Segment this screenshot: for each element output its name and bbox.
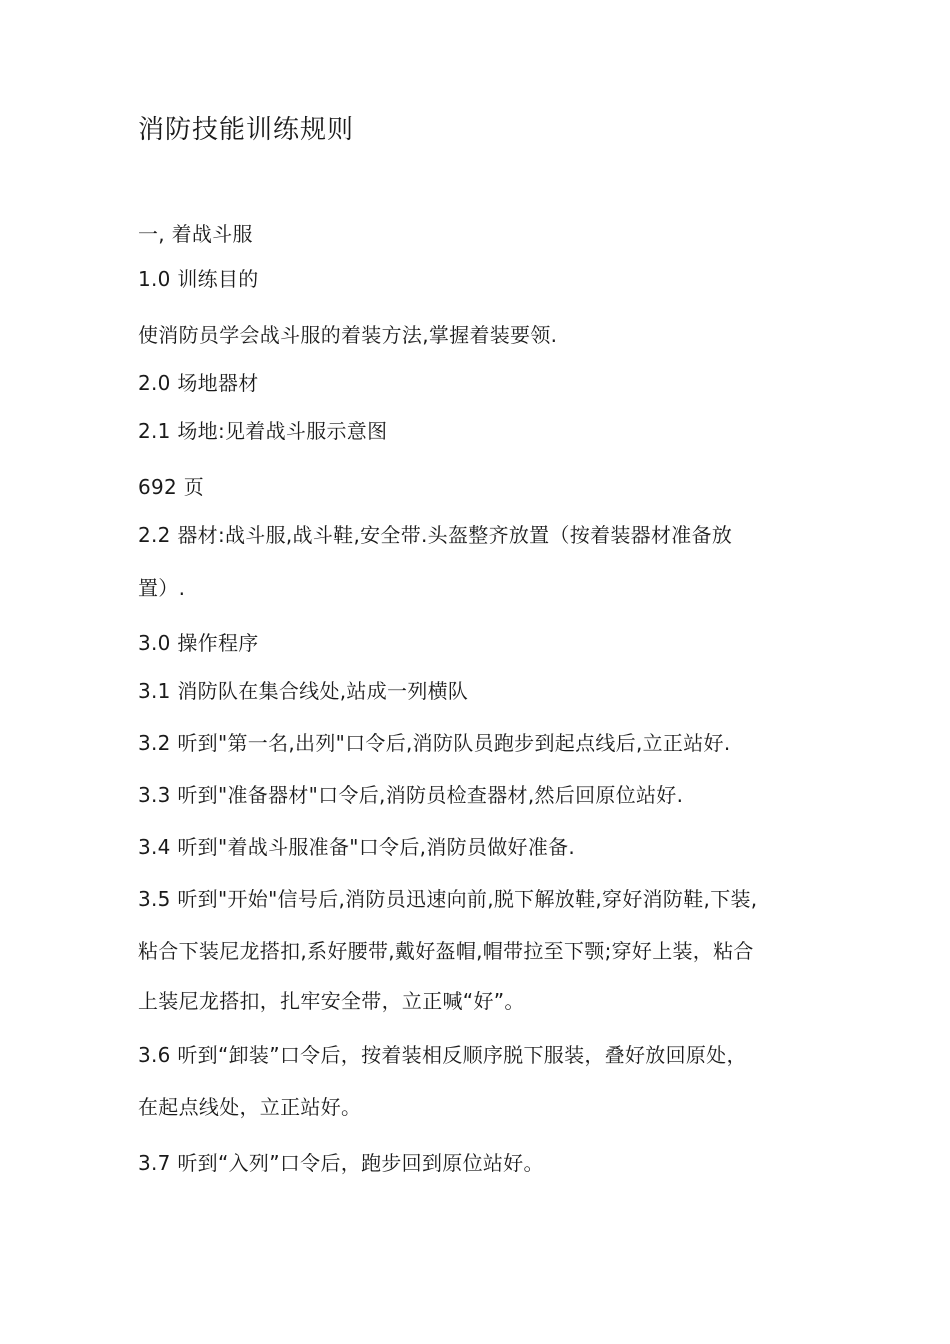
step-3-5-cont-2: 上装尼龙搭扣，扎牢安全带，立正喊“好”。 (138, 989, 525, 1013)
paragraph-purpose: 使消防员学会战斗服的着装方法,掌握着装要领. (138, 323, 558, 347)
step-3-6-cont: 在起点线处，立正站好。 (138, 1095, 362, 1119)
subsection-2-2: 2.2 器材:战斗服,战斗鞋,安全带.头盔整齐放置（按着装器材准备放 (138, 523, 733, 547)
step-3-7: 3.7 听到“入列”口令后，跑步回到原位站好。 (138, 1151, 544, 1175)
step-3-4: 3.4 听到"着战斗服准备"口令后,消防员做好准备. (138, 835, 576, 859)
subsection-1-0: 1.0 训练目的 (138, 267, 259, 291)
subsection-2-2-cont: 置）. (138, 576, 186, 600)
page-reference: 692 页 (138, 475, 205, 499)
section-heading-1: 一, 着战斗服 (138, 222, 253, 246)
subsection-2-0: 2.0 场地器材 (138, 371, 259, 395)
step-3-3: 3.3 听到"准备器材"口令后,消防员检查器材,然后回原位站好. (138, 783, 684, 807)
step-3-6: 3.6 听到“卸装”口令后，按着装相反顺序脱下服装，叠好放回原处， (138, 1043, 747, 1067)
document-title: 消防技能训练规则 (138, 115, 355, 145)
step-3-5: 3.5 听到"开始"信号后,消防员迅速向前,脱下解放鞋,穿好消防鞋,下装, (138, 887, 758, 911)
step-3-2: 3.2 听到"第一名,出列"口令后,消防队员跑步到起点线后,立正站好. (138, 731, 731, 755)
step-3-1: 3.1 消防队在集合线处,站成一列横队 (138, 679, 469, 703)
subsection-3-0: 3.0 操作程序 (138, 631, 259, 655)
subsection-2-1: 2.1 场地:见着战斗服示意图 (138, 419, 388, 443)
step-3-5-cont-1: 粘合下装尼龙搭扣,系好腰带,戴好盔帽,帽带拉至下颚;穿好上装，粘合 (138, 939, 754, 963)
